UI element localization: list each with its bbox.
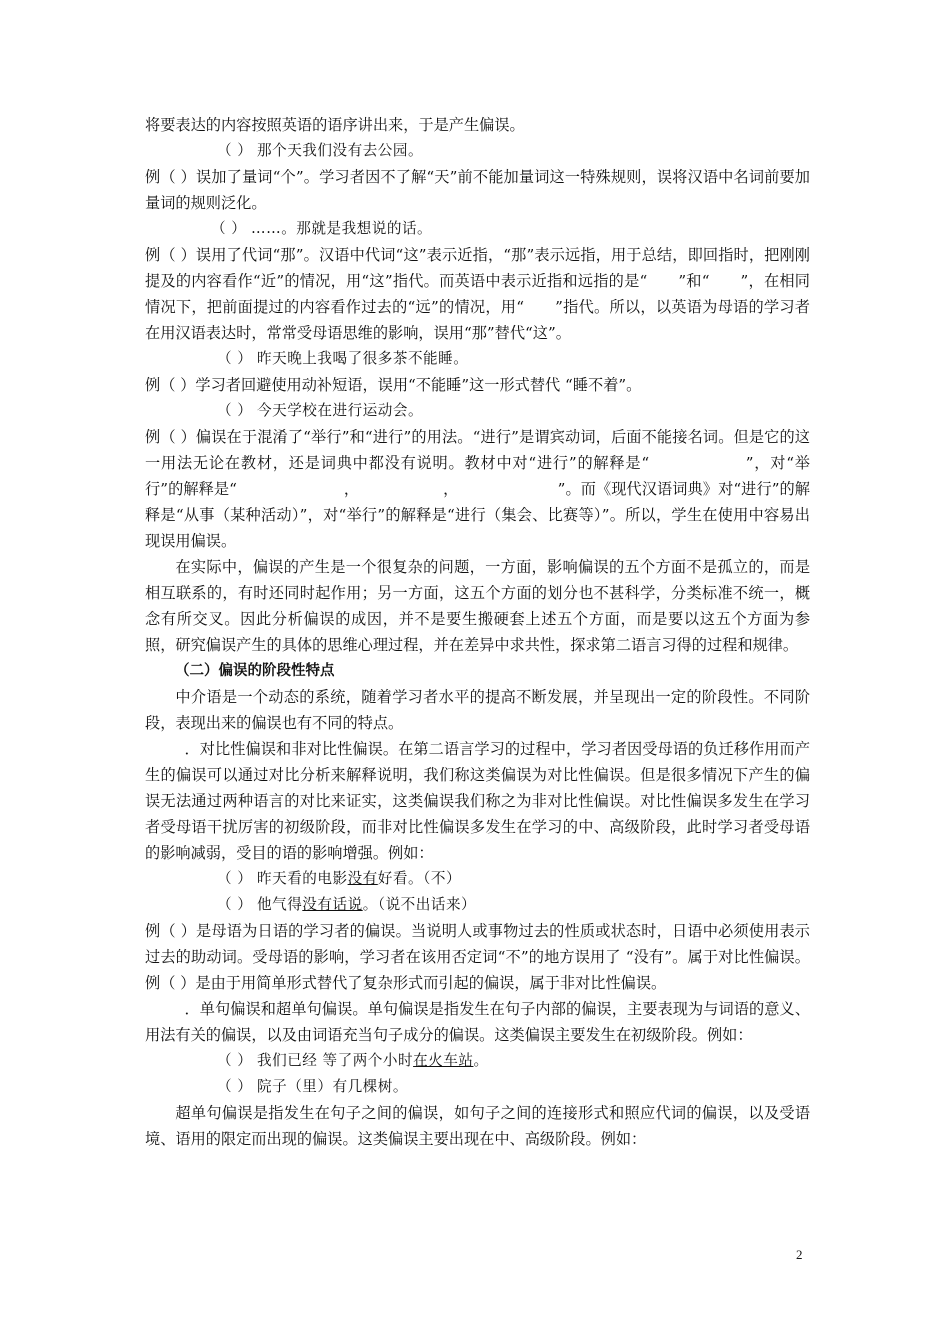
paragraph: 中介语是一个动态的系统，随着学习者水平的提高不断发展，并呈现出一定的阶段性。不同阶段，表现出来的偏误也有不同的特点。 [145, 688, 810, 732]
paragraph: 例（ ）误加了量词“个”。学习者因不了解“天”前不能加量词这一特殊规则，误将汉语中名词前要加量词的规则泛化。 [145, 168, 810, 212]
example-text: 。 [473, 1052, 489, 1069]
example-number: （ ） [217, 1052, 253, 1069]
example-number: （ ） [217, 870, 253, 887]
example-text: 院子（里）有几棵树。 [257, 1078, 408, 1095]
example-number: （ ） [217, 350, 253, 367]
example-sentence [145, 1074, 810, 1100]
paragraph: 将要表达的内容按照英语的语序讲出来，于是产生偏误。 [145, 116, 525, 134]
example-number: （ ） [217, 1078, 253, 1095]
example-text: 。（说不出话来） [362, 896, 477, 913]
example-text: 我们已经 等了两个小时 [257, 1052, 414, 1069]
example-text: 好看。（不） [377, 870, 462, 887]
paragraph: ．对比性偏误和非对比性偏误。在第二语言学习的过程中，学习者因受母语的负迁移作用而产生的偏误可以通过对比分析来解释说明，我们称这类偏误为对比性偏误。但是很多情况下产生的偏误无法通过两种语言的对比来证实，这类偏误我们称之为非对比性偏误。对比性偏误多发生在学习者受母语干扰厉害的初级阶段，而非对比性偏误多发生在学习的中、高级阶段，此时学习者受母语的影响减弱，受目的语的影响增强。例如： [145, 740, 810, 862]
example-sentence [145, 346, 810, 372]
example-text: ……。那就是我想说的话。 [251, 220, 433, 237]
example-text: 那个天我们没有去公园。 [257, 142, 424, 159]
example-sentence [145, 1048, 810, 1074]
example-underlined-text: 在火车站 [413, 1052, 474, 1069]
section-heading: （二）偏误的阶段性特点 [175, 663, 335, 679]
example-text: 昨天看的电影 [257, 870, 348, 887]
paragraph: 例（ ）偏误在于混淆了“举行”和“进行”的用法。“进行”是谓宾动词，后面不能接名词。但是它的这一用法无论在教材，还是词典中都没有说明。教材中对“进行”的解释是“ ”，对“举行”的解释是“ ， ， ”。而《现代汉语词典》对“进行”的解释是“从事（某种活动）”，对“举行”的解释是“进行（集会、比赛等）”。所以，学生在使用中容易出现误用偏误。 [145, 428, 810, 550]
example-sentence [145, 398, 810, 424]
example-sentence [145, 138, 810, 164]
example-text: 今天学校在进行运动会。 [257, 402, 424, 419]
example-underlined-text: 没有话说 [302, 896, 363, 913]
example-sentence [145, 216, 810, 242]
paragraph: ．单句偏误和超单句偏误。单句偏误是指发生在句子内部的偏误，主要表现为与词语的意义、用法有关的偏误，以及由词语充当句子成分的偏误。这类偏误主要发生在初级阶段。例如： [145, 1000, 810, 1044]
example-text: 他气得 [257, 896, 303, 913]
document-page [145, 112, 810, 1152]
example-underlined-text: 没有 [347, 870, 378, 887]
example-text: 昨天晚上我喝了很多茶不能睡。 [257, 350, 469, 367]
page-number: 2 [796, 1247, 803, 1262]
paragraph: 例（ ）是母语为日语的学习者的偏误。当说明人或事物过去的性质或状态时，日语中必须使用表示过去的助动词。受母语的影响，学习者在该用否定词“不”的地方误用了 “没有”。属于对比性偏误。例（ ）是由于用简单形式替代了复杂形式而引起的偏误，属于非对比性偏误。 [145, 922, 810, 992]
example-sentence [145, 866, 810, 892]
paragraph: 例（ ）误用了代词“那”。汉语中代词“这”表示近指，“那”表示远指，用于总结，即回指时，把刚刚提及的内容看作“近”的情况，用“这”指代。而英语中表示近指和远指的是“ ”和“ ”，在相同情况下，把前面提过的内容看作过去的“远”的情况，用“ ”指代。所以，以英语为母语的学习者在用汉语表达时，常常受母语思维的影响，误用“那”替代“这”。 [145, 246, 810, 342]
paragraph: 在实际中，偏误的产生是一个很复杂的问题，一方面，影响偏误的五个方面不是孤立的，而是相互联系的，有时还同时起作用；另一方面，这五个方面的划分也不甚科学，分类标准不统一，概念有所交叉。因此分析偏误的成因，并不是要生搬硬套上述五个方面，而是要以这五个方面为参照，研究偏误产生的具体的思维心理过程，并在差异中求共性，探求第二语言习得的过程和规律。 [145, 558, 810, 654]
example-sentence [145, 892, 810, 918]
example-number: （ ） [211, 220, 247, 237]
example-number: （ ） [217, 142, 253, 159]
example-number: （ ） [217, 402, 253, 419]
paragraph: 超单句偏误是指发生在句子之间的偏误，如句子之间的连接形式和照应代词的偏误，以及受语境、语用的限定而出现的偏误。这类偏误主要出现在中、高级阶段。例如： [145, 1104, 810, 1148]
example-number: （ ） [217, 896, 253, 913]
paragraph: 例（ ）学习者回避使用动补短语，误用“不能睡”这一形式替代 “睡不着”。 [145, 376, 642, 394]
